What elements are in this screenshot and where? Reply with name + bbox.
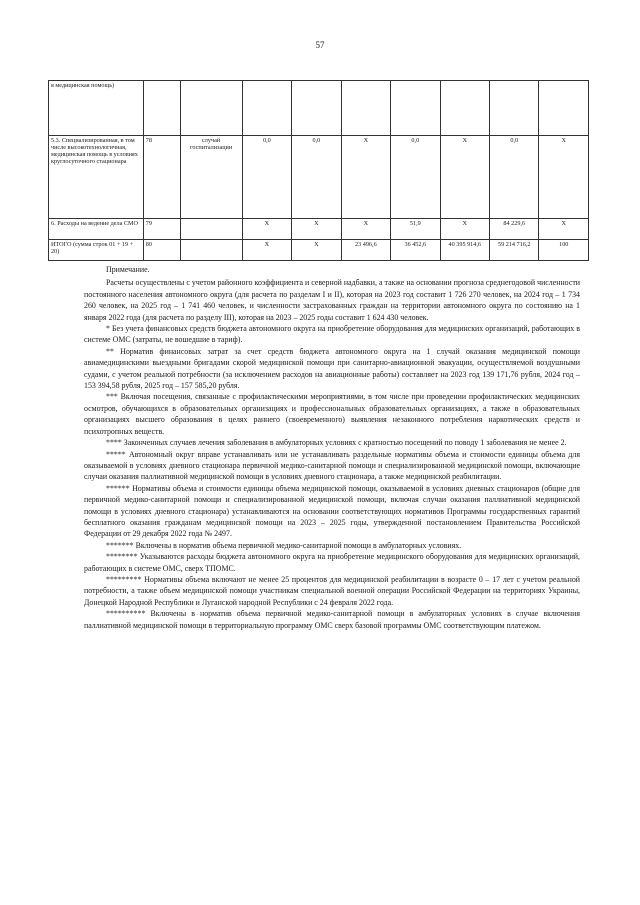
cell-value: 0,0: [292, 136, 341, 219]
row-unit: случай госпитализации: [180, 136, 242, 219]
cell-value: 84 229,6: [490, 219, 539, 240]
row-name: 6. Расходы на ведение дела СМО: [49, 219, 144, 240]
row-code: 80: [143, 240, 180, 261]
page-number: 57: [315, 40, 325, 50]
notes-heading: Примечание.: [106, 265, 150, 274]
table-row: [49, 81, 589, 136]
cell-value: Х: [292, 240, 341, 261]
cell-value: [391, 81, 440, 136]
note-paragraph: ********** Включены в норматив объема первичной медико-санитарной помощи в амбулаторных условиях в случае включения паллиативной медицинской помощи в территориальную программу ОМС сверх базовой программы ОМС соответствующим платежом.: [84, 609, 580, 630]
row-name: я медицинская помощь): [49, 81, 144, 136]
cell-value: [440, 81, 489, 136]
notes-section: [84, 264, 580, 631]
cell-value: 59 214 716,2: [490, 240, 539, 261]
note-paragraph: *** Включая посещения, связанные с профилактическими мероприятиями, в том числе при проведении профилактических медицинских осмотров, обучающихся в образовательных организациях и профессиональных образовательных организациях, а также в образовательных организациях высшего образования в целях раннего (своевременного) выявления незаконного потребления наркотических средств и психотропных веществ.: [84, 392, 580, 436]
note-paragraph: * Без учета финансовых средств бюджета автономного округа на приобретение оборудования для медицинских организаций, работающих в системе ОМС (затраты, не вошедшие в тариф).: [84, 324, 580, 345]
cell-value: 0,0: [391, 136, 440, 219]
note-paragraph: ****** Нормативы объема и стоимости единицы объема медицинской помощи, оказываемой в условиях дневных стационаров (общие для первичной медико-санитарной помощи и специализированной медицинской помощи, включая случаи оказания паллиативной медицинской помощи в условиях дневного стационара) устанавливаются на основании соответствующих нормативов Программы государственных гарантий бесплатного оказания гражданам медицинской помощи на 2023 – 2025 годы, утвержденной постановлением Правительства Российской Федерации от 29 декабря 2022 года № 2497.: [84, 483, 580, 539]
cell-value: Х: [341, 136, 390, 219]
data-table: [48, 80, 589, 261]
cell-value: Х: [341, 219, 390, 240]
cell-value: Х: [242, 240, 291, 261]
note-paragraph: ********* Нормативы объема включают не менее 25 процентов для медицинской реабилитации в возрасте 0 – 17 лет с учетом реальной потребности, а также объем медицинской помощи участникам специальной военной операции Российской Федерации на территориях Украины, Донецкой Народной Республики и Луганской народной Республики с 24 февраля 2022 года.: [84, 574, 580, 607]
row-unit: [180, 240, 242, 261]
cell-value: Х: [539, 136, 589, 219]
table-row: [49, 136, 589, 219]
cell-value: Х: [539, 219, 589, 240]
note-paragraph: ******** Указываются расходы бюджета автономного округа на приобретение медицинского оборудования для медицинских организаций, работающих в системе ОМС, сверх ТПОМС.: [84, 552, 580, 573]
cell-value: [490, 81, 539, 136]
row-code: 79: [143, 219, 180, 240]
cell-value: [242, 81, 291, 136]
cell-value: 0,0: [490, 136, 539, 219]
table-row: [49, 219, 589, 240]
cell-value: [341, 81, 390, 136]
note-paragraph: ** Норматив финансовых затрат за счет средств бюджета автономного округа на 1 случай оказания медицинской помощи авиамедицинскими выездными бригадами скорой медицинской помощи при санитарно-авиационной эвакуации, осуществляемой воздушными судами, с учетом реальной потребности (за исключением расходов на авиационные работы) составляет на 2023 год 139 171,76 рубля, 2024 год – 153 394,58 рубля, 2025 год – 157 585,20 рубля.: [84, 346, 580, 391]
note-paragraph: **** Законченных случаев лечения заболевания в амбулаторных условиях с кратностью посещений по поводу 1 заболевания не менее 2.: [106, 438, 567, 448]
note-paragraph: ******* Включены в норматив объема первичной медико-санитарной помощи в амбулаторных условиях.: [106, 540, 462, 550]
row-unit: [180, 81, 242, 136]
table-row: [49, 240, 589, 261]
cell-value: Х: [292, 219, 341, 240]
row-unit: [180, 219, 242, 240]
row-code: [143, 81, 180, 136]
cell-value: 23 496,6: [341, 240, 390, 261]
row-name: ИТОГО (сумма строк 01 + 19 + 20): [49, 240, 144, 261]
cell-value: 51,9: [391, 219, 440, 240]
cell-value: 40 395 914,6: [440, 240, 489, 261]
row-code: 78: [143, 136, 180, 219]
cell-value: Х: [242, 219, 291, 240]
cell-value: 100: [539, 240, 589, 261]
cell-value: 0,0: [242, 136, 291, 219]
cell-value: [292, 81, 341, 136]
cell-value: Х: [440, 136, 489, 219]
cell-value: 36 452,6: [391, 240, 440, 261]
note-paragraph: Расчеты осуществлены с учетом районного коэффициента и северной надбавки, а также на основании прогноза среднегодовой численности постоянного населения автономного округа (для расчета по разделам I и II), которая на 2023 год составит 1 726 270 человек, на 2024 год – 1 734 260 человек, на 2025 год – 1 741 460 человек, и численности застрахованных граждан на территории автономного округа по состоянию на 1 января 2022 года (для расчета по разделу III), которая на 2023 – 2025 годы составит 1 624 430 человек.: [84, 278, 580, 322]
cell-value: [539, 81, 589, 136]
cell-value: Х: [440, 219, 489, 240]
row-name: 5.3. Специализированная, в том числе высокотехнологичная, медицинская помощь в условиях круглосуточного стационара: [49, 136, 144, 219]
note-paragraph: ***** Автономный округ вправе устанавливать или не устанавливать раздельные нормативы объема и стоимости единицы объема для оказываемой в условиях дневного стационара первичной медико-санитарной помощи и специализированной медицинской помощи, включающие случаи оказания паллиативной медицинской помощи в условиях дневного стационара, а также медицинской реабилитации.: [84, 449, 580, 482]
